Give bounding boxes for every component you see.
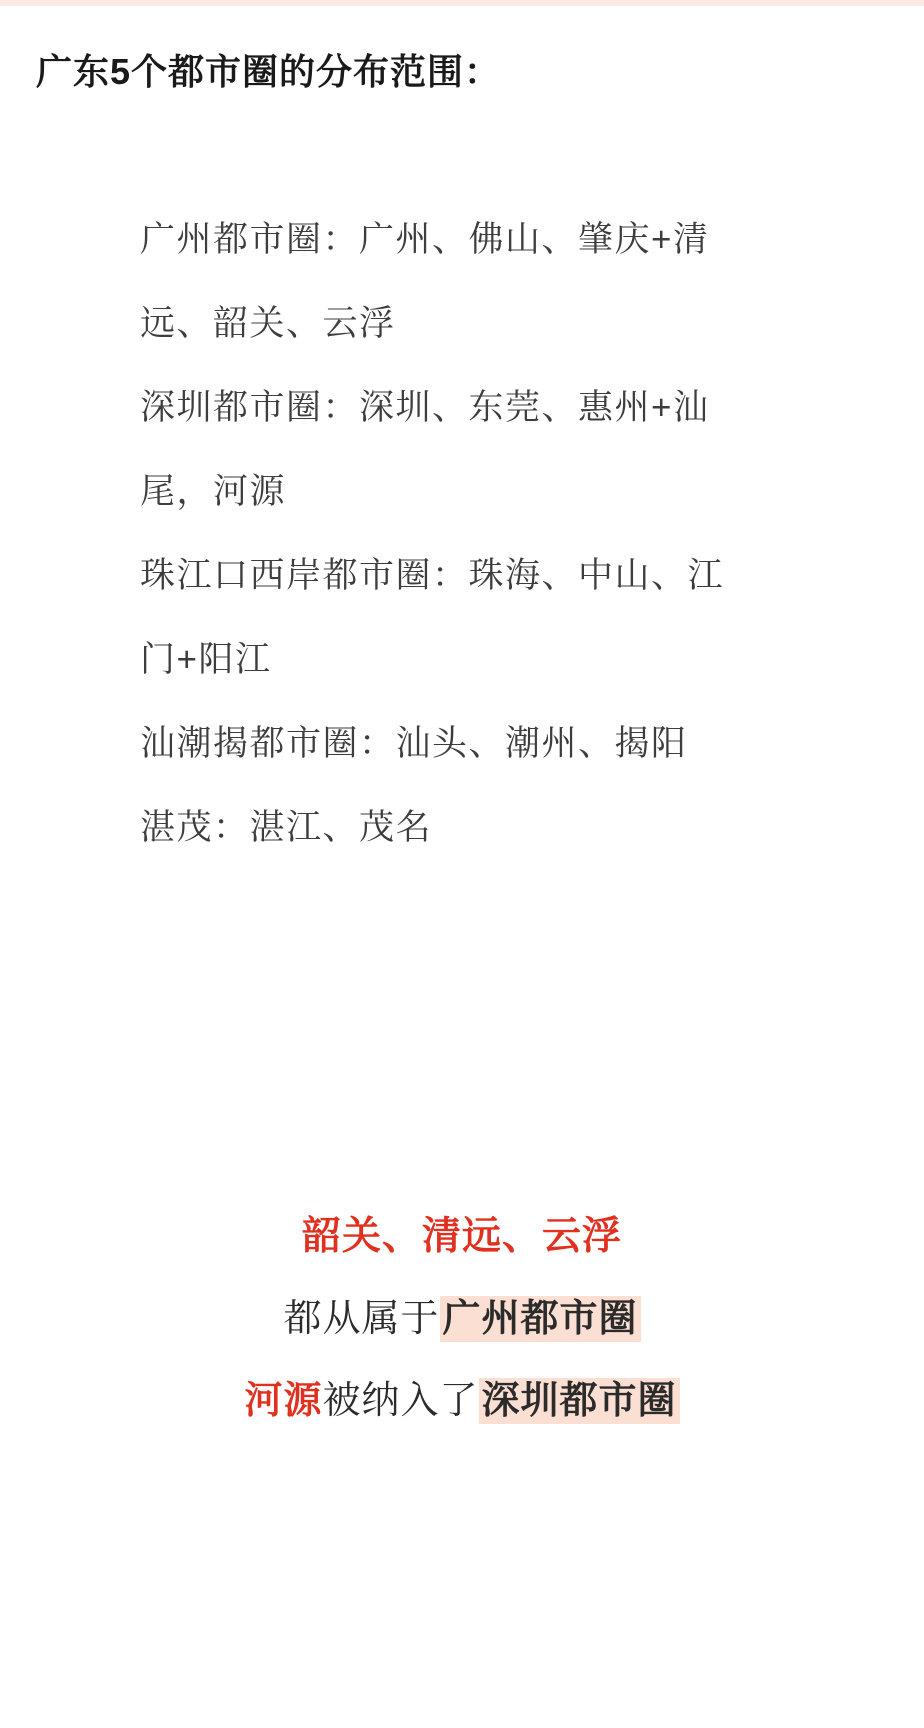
footer-belong-highlight: 广州都市圈 [440,1296,641,1342]
list-item: 广州都市圈：广州、佛山、肇庆+清远、韶关、云浮 [140,220,710,343]
top-divider [0,0,924,6]
list-item: 湛茂：湛江、茂名 [140,808,433,847]
page-title: 广东5个都市圈的分布范围： [36,51,502,92]
footer-belong-prefix: 都从属于 [283,1298,440,1340]
footer-belong-line [0,1278,924,1360]
list-item: 珠江口西岸都市圈：珠海、中山、江门+阳江 [140,556,725,679]
list-item: 汕潮揭都市圈：汕头、潮州、揭阳 [140,724,688,763]
footer-note [0,1196,924,1442]
list-item: 深圳都市圈：深圳、东莞、惠州+汕尾，河源 [140,388,710,511]
footer-cities-line: 韶关、清远、云浮 [301,1215,622,1258]
footer-heyuan-city: 河源 [244,1380,323,1422]
footer-heyuan-highlight: 深圳都市圈 [479,1378,680,1424]
footer-heyuan-line [0,1360,924,1442]
footer-heyuan-mid: 被纳入了 [322,1380,479,1422]
fade-overlay [0,1010,924,1130]
metro-area-list [140,198,760,870]
